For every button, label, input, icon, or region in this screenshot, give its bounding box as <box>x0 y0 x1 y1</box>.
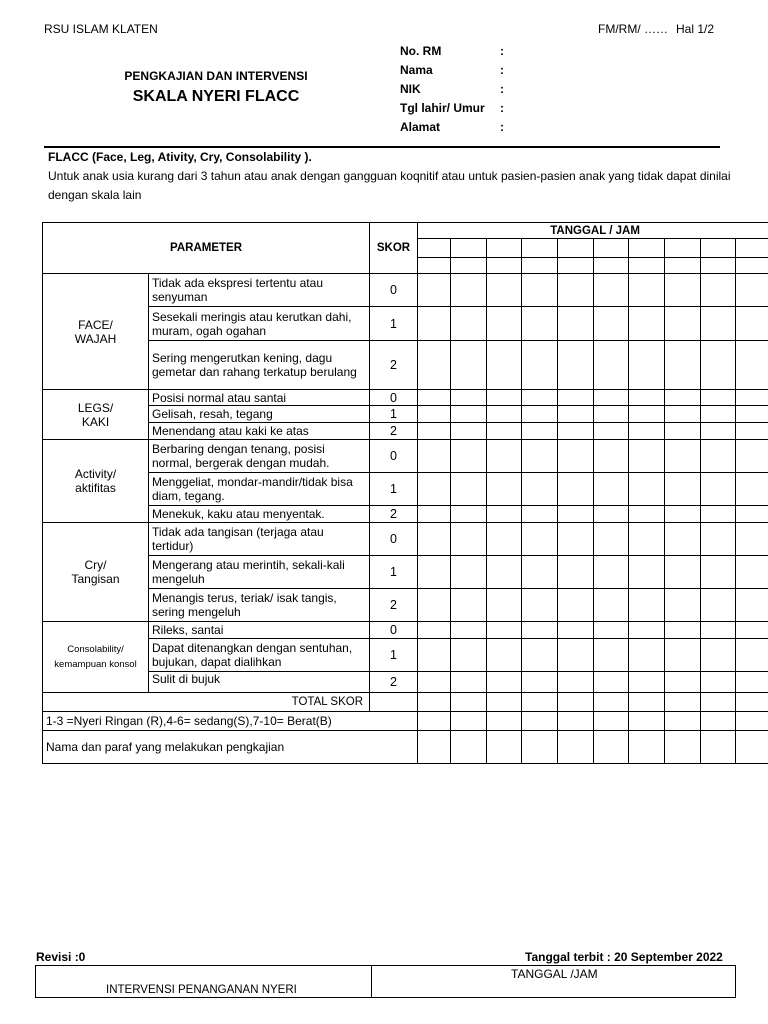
score-entry-cell[interactable] <box>487 556 522 589</box>
score-entry-cell[interactable] <box>487 712 522 731</box>
score-entry-cell[interactable] <box>522 731 558 764</box>
score-entry-cell[interactable] <box>629 341 665 390</box>
category-activity-line1: Activity/ <box>74 467 117 481</box>
date-time-entry-cell[interactable] <box>594 258 629 274</box>
indicator-description: Sesekali meringis atau kerutkan dahi, muram, ogah ogahan <box>149 307 370 341</box>
score-entry-cell[interactable] <box>594 274 629 307</box>
intervention-divider <box>371 966 372 997</box>
score-entry-cell[interactable] <box>522 622 558 639</box>
category-legs <box>43 390 149 440</box>
form-number: FM/RM/ …… <box>598 22 668 36</box>
document-title: SKALA NYERI FLACC <box>132 88 300 105</box>
score-entry-cell[interactable] <box>594 693 629 712</box>
score-entry-cell[interactable] <box>418 423 451 440</box>
score-entry-cell[interactable] <box>487 473 522 506</box>
score-entry-cell[interactable] <box>701 639 736 672</box>
score-entry-cell[interactable] <box>522 473 558 506</box>
date-time-entry-cell[interactable] <box>558 239 594 258</box>
score-entry-cell[interactable] <box>522 589 558 622</box>
score-entry-cell[interactable] <box>418 341 451 390</box>
score-entry-cell[interactable] <box>594 390 629 406</box>
indicator-description: Gelisah, resah, tegang <box>149 406 370 423</box>
score-entry-cell[interactable] <box>487 506 522 523</box>
indicator-score: 0 <box>370 274 418 307</box>
date-time-entry-cell[interactable] <box>701 239 736 258</box>
score-entry-cell[interactable] <box>558 473 594 506</box>
identity-label: Tgl lahir/ Umur <box>400 101 485 115</box>
score-entry-cell[interactable] <box>701 672 736 693</box>
score-entry-cell[interactable] <box>701 556 736 589</box>
indicator-score: 1 <box>370 639 418 672</box>
score-entry-cell[interactable] <box>594 341 629 390</box>
date-time-entry-cell[interactable] <box>629 239 665 258</box>
category-consolability-line1: Consolability/ <box>67 644 124 655</box>
score-entry-cell[interactable] <box>522 672 558 693</box>
score-entry-cell[interactable] <box>594 307 629 341</box>
score-entry-cell[interactable] <box>487 731 522 764</box>
score-entry-cell[interactable] <box>487 423 522 440</box>
score-entry-cell[interactable] <box>629 639 665 672</box>
flacc-scoring-table <box>42 222 768 764</box>
score-entry-cell[interactable] <box>418 731 451 764</box>
indicator-score: 2 <box>370 506 418 523</box>
score-entry-cell[interactable] <box>665 473 701 506</box>
score-entry-cell[interactable] <box>665 731 701 764</box>
score-entry-cell[interactable] <box>451 506 487 523</box>
indicator-score: 0 <box>370 390 418 406</box>
score-entry-cell[interactable] <box>418 589 451 622</box>
score-entry-cell[interactable] <box>701 406 736 423</box>
identity-colon: : <box>500 120 504 134</box>
indicator-score: 1 <box>370 406 418 423</box>
category-consolability-line2: kemampuan konsol <box>54 659 137 670</box>
score-entry-cell[interactable] <box>558 622 594 639</box>
score-entry-cell[interactable] <box>629 406 665 423</box>
score-entry-cell[interactable] <box>594 556 629 589</box>
score-entry-cell[interactable] <box>558 440 594 473</box>
score-entry-cell[interactable] <box>701 473 736 506</box>
score-entry-cell[interactable] <box>451 622 487 639</box>
date-time-entry-cell[interactable] <box>451 258 487 274</box>
score-entry-cell[interactable] <box>701 506 736 523</box>
score-entry-cell[interactable] <box>522 406 558 423</box>
indicator-description: Rileks, santai <box>149 622 370 639</box>
indicator-score: 1 <box>370 473 418 506</box>
indicator-description: Tidak ada ekspresi tertentu atau senyuman <box>149 274 370 307</box>
total-score-label: TOTAL SKOR <box>43 693 370 712</box>
score-entry-cell[interactable] <box>594 423 629 440</box>
score-entry-cell[interactable] <box>558 556 594 589</box>
score-entry-cell[interactable] <box>665 672 701 693</box>
score-entry-cell[interactable] <box>701 390 736 406</box>
score-entry-cell[interactable] <box>701 731 736 764</box>
identity-row-dob <box>400 101 550 120</box>
identity-colon: : <box>500 82 504 96</box>
score-entry-cell[interactable] <box>629 523 665 556</box>
indicator-score: 2 <box>370 341 418 390</box>
score-entry-cell[interactable] <box>736 556 768 589</box>
score-entry-cell[interactable] <box>487 406 522 423</box>
score-entry-cell[interactable] <box>594 639 629 672</box>
score-entry-cell[interactable] <box>418 672 451 693</box>
score-entry-cell[interactable] <box>701 423 736 440</box>
score-entry-cell[interactable] <box>522 423 558 440</box>
score-entry-cell[interactable] <box>558 423 594 440</box>
date-time-entry-cell[interactable] <box>594 239 629 258</box>
score-entry-cell[interactable] <box>451 440 487 473</box>
score-entry-cell[interactable] <box>594 622 629 639</box>
score-header: SKOR <box>370 223 418 274</box>
score-entry-cell[interactable] <box>418 523 451 556</box>
score-entry-cell[interactable] <box>418 556 451 589</box>
score-entry-cell[interactable] <box>665 589 701 622</box>
score-entry-cell[interactable] <box>418 307 451 341</box>
score-entry-cell[interactable] <box>451 712 487 731</box>
score-entry-cell[interactable] <box>701 693 736 712</box>
score-entry-cell[interactable] <box>701 307 736 341</box>
indicator-description: Menendang atau kaki ke atas <box>149 423 370 440</box>
category-legs-line1: LEGS/ <box>77 400 114 415</box>
pain-scale-legend: 1-3 =Nyeri Ringan (R),4-6= sedang(S),7-10= Berat(B) <box>43 712 418 731</box>
indicator-description: Menangis terus, teriak/ isak tangis, sering mengeluh <box>149 589 370 622</box>
date-time-entry-cell[interactable] <box>736 239 768 258</box>
category-cry-line2: Tangisan <box>71 572 120 586</box>
score-entry-cell[interactable] <box>736 639 768 672</box>
intro-text: Untuk anak usia kurang dari 3 tahun atau anak dengan gangguan koqnitif atau untuk pasien-pasien anak yang tidak dapat dinilai dengan skala lain <box>48 169 731 202</box>
score-entry-cell[interactable] <box>629 390 665 406</box>
date-time-entry-cell[interactable] <box>736 258 768 274</box>
indicator-description: Mengerang atau merintih, sekali-kali mengeluh <box>149 556 370 589</box>
score-entry-cell[interactable] <box>451 406 487 423</box>
score-entry-cell[interactable] <box>629 274 665 307</box>
score-entry-cell[interactable] <box>418 506 451 523</box>
score-entry-cell[interactable] <box>558 307 594 341</box>
issue-date: Tanggal terbit : 20 September 2022 <box>525 950 723 964</box>
date-time-entry-cell[interactable] <box>522 239 558 258</box>
score-entry-cell[interactable] <box>522 639 558 672</box>
indicator-description: Sulit di bujuk <box>149 672 370 693</box>
score-entry-cell[interactable] <box>487 672 522 693</box>
score-entry-cell[interactable] <box>629 473 665 506</box>
score-entry-cell[interactable] <box>629 556 665 589</box>
score-entry-cell[interactable] <box>665 307 701 341</box>
intervention-date-label: TANGGAL /JAM <box>511 967 598 981</box>
score-entry-cell[interactable] <box>701 274 736 307</box>
score-entry-cell[interactable] <box>558 523 594 556</box>
score-entry-cell[interactable] <box>736 440 768 473</box>
score-entry-cell[interactable] <box>558 589 594 622</box>
score-entry-cell[interactable] <box>418 639 451 672</box>
category-face <box>43 274 149 390</box>
score-entry-cell[interactable] <box>594 473 629 506</box>
page-indicator: Hal 1/2 <box>676 22 715 36</box>
score-entry-cell[interactable] <box>594 589 629 622</box>
identity-colon: : <box>500 63 504 77</box>
indicator-description: Dapat ditenangkan dengan sentuhan, bujukan, dapat dialihkan <box>149 639 370 672</box>
indicator-description: Posisi normal atau santai <box>149 390 370 406</box>
category-activity <box>43 440 149 523</box>
score-entry-cell[interactable] <box>558 731 594 764</box>
score-entry-cell[interactable] <box>418 712 451 731</box>
score-entry-cell[interactable] <box>665 639 701 672</box>
indicator-description: Menggeliat, mondar-mandir/tidak bisa diam, tegang. <box>149 473 370 506</box>
score-entry-cell[interactable] <box>736 506 768 523</box>
score-entry-cell[interactable] <box>451 274 487 307</box>
date-time-entry-cell[interactable] <box>418 258 451 274</box>
category-face-line2: WAJAH <box>74 331 117 346</box>
score-entry-cell[interactable] <box>701 712 736 731</box>
parameter-header: PARAMETER <box>43 223 370 274</box>
score-entry-cell[interactable] <box>701 622 736 639</box>
date-time-entry-cell[interactable] <box>418 239 451 258</box>
score-entry-cell[interactable] <box>701 341 736 390</box>
date-time-entry-cell[interactable] <box>665 239 701 258</box>
score-entry-cell[interactable] <box>594 672 629 693</box>
score-entry-cell[interactable] <box>665 622 701 639</box>
identity-colon: : <box>500 44 504 58</box>
score-entry-cell[interactable] <box>451 423 487 440</box>
score-entry-cell[interactable] <box>451 390 487 406</box>
score-entry-cell[interactable] <box>665 440 701 473</box>
indicator-description: Tidak ada tangisan (terjaga atau tertidur) <box>149 523 370 556</box>
identity-label: NIK <box>400 82 421 96</box>
score-entry-cell[interactable] <box>451 589 487 622</box>
score-entry-cell[interactable] <box>487 523 522 556</box>
score-entry-cell[interactable] <box>558 639 594 672</box>
score-entry-cell[interactable] <box>558 341 594 390</box>
document-subtitle: PENGKAJIAN DAN INTERVENSI <box>124 69 308 83</box>
form-code <box>598 22 714 36</box>
score-entry-cell[interactable] <box>665 506 701 523</box>
score-entry-cell[interactable] <box>736 390 768 406</box>
category-face-line1: FACE/ <box>78 317 113 332</box>
score-entry-cell[interactable] <box>629 423 665 440</box>
score-entry-cell[interactable] <box>451 473 487 506</box>
score-entry-cell[interactable] <box>665 406 701 423</box>
score-entry-cell[interactable] <box>451 672 487 693</box>
score-entry-cell[interactable] <box>665 523 701 556</box>
indicator-description: Berbaring dengan tenang, posisi normal, bergerak dengan mudah. <box>149 440 370 473</box>
score-entry-cell[interactable] <box>451 556 487 589</box>
score-entry-cell[interactable] <box>451 307 487 341</box>
score-entry-cell[interactable] <box>451 639 487 672</box>
score-entry-cell[interactable] <box>487 639 522 672</box>
indicator-score: 2 <box>370 423 418 440</box>
date-time-entry-cell[interactable] <box>487 239 522 258</box>
score-entry-cell[interactable] <box>418 390 451 406</box>
score-entry-cell[interactable] <box>451 731 487 764</box>
score-entry-cell[interactable] <box>629 506 665 523</box>
date-time-header: TANGGAL / JAM <box>418 223 768 239</box>
category-consolability <box>43 622 149 693</box>
indicator-score: 0 <box>370 440 418 473</box>
score-entry-cell[interactable] <box>522 693 558 712</box>
score-entry-cell[interactable] <box>522 556 558 589</box>
identity-colon: : <box>500 101 504 115</box>
score-entry-cell[interactable] <box>665 693 701 712</box>
score-entry-cell[interactable] <box>701 440 736 473</box>
score-entry-cell[interactable] <box>451 341 487 390</box>
score-entry-cell[interactable] <box>629 589 665 622</box>
indicator-description: Sering mengerutkan kening, dagu gemetar dan rahang terkatup berulang <box>149 341 370 390</box>
indicator-score: 2 <box>370 672 418 693</box>
score-entry-cell[interactable] <box>451 693 487 712</box>
score-entry-cell[interactable] <box>701 523 736 556</box>
indicator-description: Menekuk, kaku atau menyentak. <box>149 506 370 523</box>
identity-row-name <box>400 63 550 82</box>
total-score-cell[interactable] <box>370 693 418 712</box>
score-entry-cell[interactable] <box>665 423 701 440</box>
score-entry-cell[interactable] <box>558 390 594 406</box>
score-entry-cell[interactable] <box>487 622 522 639</box>
identity-row-address <box>400 120 550 139</box>
indicator-score: 2 <box>370 589 418 622</box>
score-entry-cell[interactable] <box>736 712 768 731</box>
indicator-score: 0 <box>370 622 418 639</box>
indicator-score: 0 <box>370 523 418 556</box>
score-entry-cell[interactable] <box>558 274 594 307</box>
score-entry-cell[interactable] <box>487 589 522 622</box>
score-entry-cell[interactable] <box>522 390 558 406</box>
score-entry-cell[interactable] <box>451 523 487 556</box>
score-entry-cell[interactable] <box>487 693 522 712</box>
score-entry-cell[interactable] <box>665 341 701 390</box>
score-entry-cell[interactable] <box>558 672 594 693</box>
date-time-entry-cell[interactable] <box>522 258 558 274</box>
intervention-table-header <box>35 965 736 998</box>
score-entry-cell[interactable] <box>665 712 701 731</box>
score-entry-cell[interactable] <box>736 341 768 390</box>
score-entry-cell[interactable] <box>487 274 522 307</box>
revision-number: Revisi :0 <box>36 950 86 964</box>
score-entry-cell[interactable] <box>629 440 665 473</box>
score-entry-cell[interactable] <box>487 440 522 473</box>
score-entry-cell[interactable] <box>736 731 768 764</box>
score-entry-cell[interactable] <box>558 693 594 712</box>
score-entry-cell[interactable] <box>629 672 665 693</box>
score-entry-cell[interactable] <box>594 406 629 423</box>
category-activity-line2: aktifitas <box>75 481 116 495</box>
score-entry-cell[interactable] <box>558 506 594 523</box>
score-entry-cell[interactable] <box>736 523 768 556</box>
score-entry-cell[interactable] <box>522 274 558 307</box>
score-entry-cell[interactable] <box>418 473 451 506</box>
date-time-entry-cell[interactable] <box>451 239 487 258</box>
score-entry-cell[interactable] <box>522 341 558 390</box>
hospital-name: RSU ISLAM KLATEN <box>44 22 158 36</box>
score-entry-cell[interactable] <box>418 622 451 639</box>
score-entry-cell[interactable] <box>418 440 451 473</box>
score-entry-cell[interactable] <box>736 406 768 423</box>
indicator-score: 1 <box>370 307 418 341</box>
score-entry-cell[interactable] <box>487 341 522 390</box>
score-entry-cell[interactable] <box>629 307 665 341</box>
score-entry-cell[interactable] <box>629 622 665 639</box>
flacc-definition: FLACC (Face, Leg, Ativity, Cry, Consolability ). <box>48 150 312 164</box>
assessor-signature-label: Nama dan paraf yang melakukan pengkajian <box>43 731 418 764</box>
score-entry-cell[interactable] <box>736 672 768 693</box>
score-entry-cell[interactable] <box>558 406 594 423</box>
score-entry-cell[interactable] <box>736 274 768 307</box>
category-legs-line2: KAKI <box>81 414 110 429</box>
date-time-entry-cell[interactable] <box>558 258 594 274</box>
date-time-entry-cell[interactable] <box>487 258 522 274</box>
score-entry-cell[interactable] <box>594 506 629 523</box>
category-cry <box>43 523 149 622</box>
score-entry-cell[interactable] <box>701 589 736 622</box>
score-entry-cell[interactable] <box>487 307 522 341</box>
category-cry-line1: Cry/ <box>84 558 107 572</box>
score-entry-cell[interactable] <box>665 556 701 589</box>
score-entry-cell[interactable] <box>736 622 768 639</box>
score-entry-cell[interactable] <box>594 712 629 731</box>
score-entry-cell[interactable] <box>629 693 665 712</box>
score-entry-cell[interactable] <box>736 589 768 622</box>
score-entry-cell[interactable] <box>736 473 768 506</box>
score-entry-cell[interactable] <box>594 731 629 764</box>
patient-identity-block <box>400 44 550 139</box>
score-entry-cell[interactable] <box>629 731 665 764</box>
score-entry-cell[interactable] <box>594 523 629 556</box>
score-entry-cell[interactable] <box>522 712 558 731</box>
score-entry-cell[interactable] <box>487 390 522 406</box>
score-entry-cell[interactable] <box>522 440 558 473</box>
identity-row-nik <box>400 82 550 101</box>
score-entry-cell[interactable] <box>522 523 558 556</box>
identity-label: No. RM <box>400 44 442 58</box>
intervention-label: INTERVENSI PENANGANAN NYERI <box>106 984 297 996</box>
header-divider <box>44 146 720 148</box>
identity-label: Alamat <box>400 120 441 134</box>
score-entry-cell[interactable] <box>736 693 768 712</box>
score-entry-cell[interactable] <box>418 693 451 712</box>
date-time-entry-cell[interactable] <box>701 258 736 274</box>
indicator-score: 1 <box>370 556 418 589</box>
date-time-entry-cell[interactable] <box>665 258 701 274</box>
score-entry-cell[interactable] <box>522 307 558 341</box>
identity-row-rm <box>400 44 550 63</box>
score-entry-cell[interactable] <box>522 506 558 523</box>
score-entry-cell[interactable] <box>629 712 665 731</box>
identity-label: Nama <box>400 63 433 77</box>
score-entry-cell[interactable] <box>665 274 701 307</box>
score-entry-cell[interactable] <box>736 423 768 440</box>
score-entry-cell[interactable] <box>736 307 768 341</box>
score-entry-cell[interactable] <box>665 390 701 406</box>
date-time-entry-cell[interactable] <box>629 258 665 274</box>
score-entry-cell[interactable] <box>558 712 594 731</box>
score-entry-cell[interactable] <box>418 274 451 307</box>
score-entry-cell[interactable] <box>418 406 451 423</box>
score-entry-cell[interactable] <box>594 440 629 473</box>
